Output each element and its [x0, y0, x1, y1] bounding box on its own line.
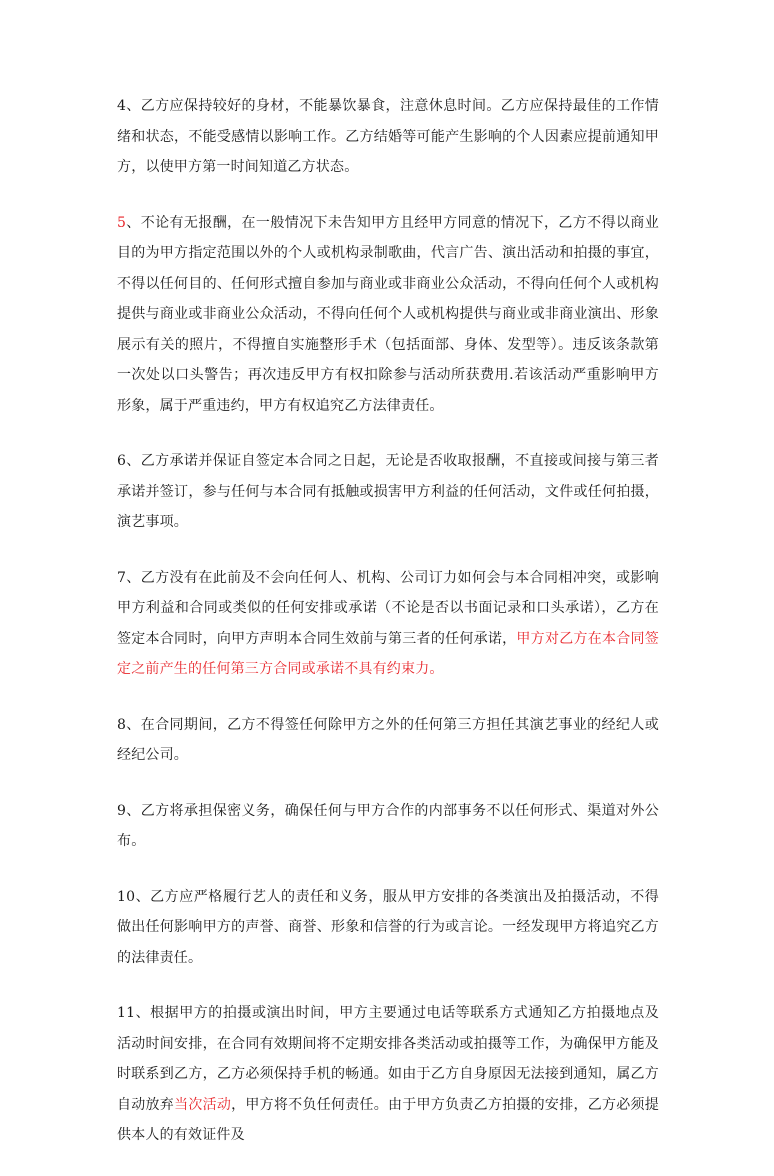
- clause-7-highlight: 甲方对乙方在本合同签定之前产生的任何第三方合同或承诺不具有约束力。: [117, 630, 660, 677]
- clause-11: [117, 998, 659, 1151]
- contract-page: [117, 91, 659, 1176]
- clause-11-text-a: 11、根据甲方的拍摄或演出时间，甲方主要通过电话等联系方式通知乙方拍摄地点及活动时间安排，在合同有效期间将不定期安排各类活动或拍摄等工作，为确保甲方能及时联系到乙方，乙方必须保持手机的畅通。如由于乙方自身原因无法接到通知，属乙方自动放弃: [117, 1005, 659, 1113]
- clause-11-text-b: ，甲方将不负任何责任。由于甲方负责乙方拍摄的安排，乙方必须提供本人的有效证件及: [117, 1096, 659, 1143]
- clause-10-text: 10、乙方应严格履行艺人的责任和义务，服从甲方安排的各类演出及拍摄活动，不得做出任何影响甲方的声誉、商誉、形象和信誉的行为或言论。一经发现甲方将追究乙方的法律责任。: [117, 888, 659, 966]
- clause-7-text: 7、乙方没有在此前及不会向任何人、机构、公司订力如何会与本合同相冲突，或影响甲方利益和合同或类似的任何安排或承诺（不论是否以书面记录和口头承诺），乙方在签定本合同时，向甲方声明本合同生效前与第三者的任何承诺，: [117, 569, 659, 647]
- clause-4-text: 4、乙方应保持较好的身材，不能暴饮暴食，注意休息时间。乙方应保持最佳的工作情绪和状态，不能受感情以影响工作。乙方结婚等可能产生影响的个人因素应提前通知甲方，以使甲方第一时间知道乙方状态。: [117, 98, 659, 175]
- clause-10: [117, 882, 659, 974]
- clause-4: [117, 91, 659, 183]
- clause-5-number: 5: [117, 214, 127, 231]
- clause-11-highlight: 当次活动: [174, 1096, 232, 1113]
- clause-6-text: 6、乙方承诺并保证自签定本合同之日起，无论是否收取报酬，不直接或间接与第三者承诺并签订，参与任何与本合同有抵触或损害甲方利益的任何活动，文件或任何拍摄，演艺事项。: [117, 453, 659, 530]
- clause-7: [117, 563, 659, 685]
- clause-9: [117, 796, 659, 857]
- clause-5: [117, 208, 659, 422]
- clause-8-text: 8、在合同期间，乙方不得签任何除甲方之外的任何第三方担任其演艺事业的经纪人或经纪公司。: [117, 716, 659, 763]
- clause-8: [117, 710, 659, 771]
- clause-9-text: 9、乙方将承担保密义务，确保任何与甲方合作的内部事务不以任何形式、渠道对外公布。: [117, 802, 659, 849]
- clause-6: [117, 446, 659, 538]
- clause-5-text: 、不论有无报酬，在一般情况下未告知甲方且经甲方同意的情况下，乙方不得以商业目的为甲方指定范围以外的个人或机构录制歌曲，代言广告、演出活动和拍摄的事宜，不得以任何目的、任何形式擅自参加与商业或非商业公众活动，不得向任何个人或机构提供与商业或非商业公众活动，不得向任何个人或机构提供与商业或非商业演出、形象展示有关的照片，不得擅自实施整形手术（包括面部、身体、发型等）。违反该条款第一次处以口头警告；再次违反甲方有权扣除参与活动所获费用.若该活动严重影响甲方形象，属于严重违约，甲方有权追究乙方法律责任。: [117, 214, 659, 414]
